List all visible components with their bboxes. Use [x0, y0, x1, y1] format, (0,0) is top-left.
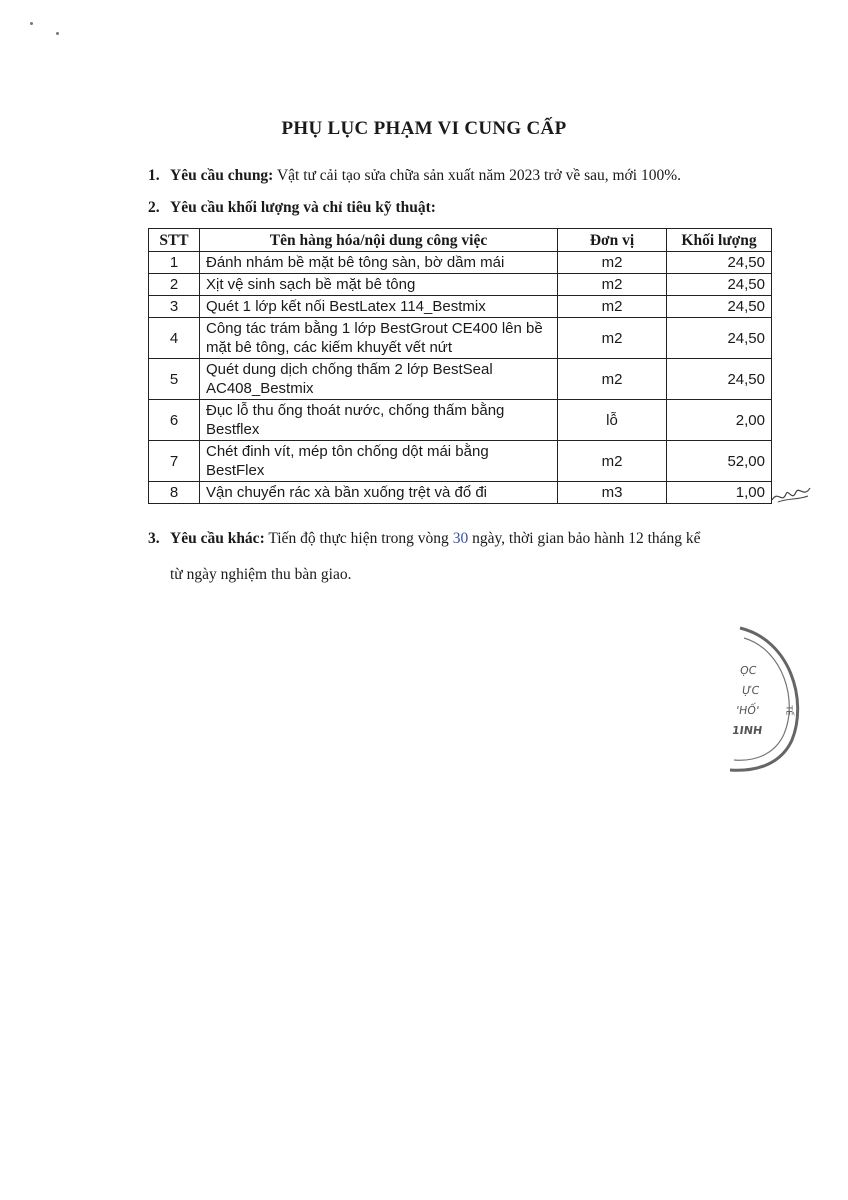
signature-initial-icon [768, 478, 814, 508]
section-text: Tiến độ thực hiện trong vòng [264, 530, 453, 547]
item-name-line: mặt bê tông, các kiếm khuyết vết nứt [206, 339, 452, 356]
row-item-name [200, 318, 558, 359]
row-stt: 3 [149, 296, 200, 318]
row-unit: m2 [558, 252, 667, 274]
table-row [149, 441, 772, 482]
stamp-fragment: 1INH [731, 724, 764, 737]
row-quantity: 24,50 [667, 296, 772, 318]
stamp-fragment: TẾ [784, 705, 794, 716]
row-quantity: 2,00 [667, 400, 772, 441]
item-name-line: Quét dung dịch chống thấm 2 lớp BestSeal [206, 361, 493, 378]
item-name-line: Bestflex [206, 421, 260, 438]
row-quantity: 24,50 [667, 359, 772, 400]
row-item-name [200, 482, 558, 504]
scope-table [148, 228, 772, 504]
row-stt: 8 [149, 482, 200, 504]
row-unit: m2 [558, 274, 667, 296]
table-row [149, 359, 772, 400]
row-stt: 1 [149, 252, 200, 274]
row-item-name [200, 359, 558, 400]
item-name-line: BestFlex [206, 462, 265, 479]
stamp-fragment: ỌC [739, 664, 758, 677]
table-row [149, 400, 772, 441]
section-label: Yêu cầu khối lượng và chỉ tiêu kỹ thuật: [170, 199, 436, 216]
row-unit: m2 [558, 359, 667, 400]
item-name-line: Công tác trám bằng 1 lớp BestGrout CE400 lên bề [206, 320, 543, 337]
header-stt: STT [149, 229, 200, 252]
scan-speck [56, 32, 59, 35]
row-quantity: 24,50 [667, 274, 772, 296]
row-quantity: 52,00 [667, 441, 772, 482]
item-name-line: AC408_Bestmix [206, 380, 314, 397]
row-quantity: 24,50 [667, 252, 772, 274]
row-item-name [200, 296, 558, 318]
row-item-name [200, 274, 558, 296]
item-name-line: Đục lỗ thu ống thoát nước, chống thấm bằng [206, 402, 505, 419]
section-label: Yêu cầu khác: [170, 530, 265, 547]
row-unit: m2 [558, 296, 667, 318]
page-title: PHỤ LỤC PHẠM VI CUNG CẤP [281, 118, 567, 139]
section-other-requirements-line2: từ ngày nghiệm thu bàn giao. [170, 566, 352, 583]
section-text: Vật tư cải tạo sửa chữa sản xuất năm 2023 trở về sau, mới 100%. [273, 167, 681, 184]
item-name-line: Xịt vệ sinh sạch bề mặt bê tông [206, 276, 416, 293]
scan-speck [30, 22, 33, 25]
company-stamp-icon [700, 620, 810, 780]
section-label: Yêu cầu chung: [170, 167, 274, 184]
row-stt: 2 [149, 274, 200, 296]
item-name-line: Vận chuyển rác xà bần xuống trệt và đổ đi [206, 484, 488, 501]
handwritten-days: 30 [452, 530, 469, 547]
row-stt: 5 [149, 359, 200, 400]
item-name-line: Đánh nhám bề mặt bê tông sàn, bờ dầm mái [206, 254, 505, 271]
table-row [149, 252, 772, 274]
section-other-requirements [148, 529, 701, 549]
row-unit: m2 [558, 441, 667, 482]
header-quantity: Khối lượng [667, 229, 772, 252]
row-unit: m2 [558, 318, 667, 359]
table-header-row [149, 229, 772, 252]
stamp-fragment: 'HỐ' [735, 704, 760, 717]
item-name-line: Chét đinh vít, mép tôn chống dột mái bằng [206, 443, 489, 460]
table-row [149, 482, 772, 504]
row-item-name [200, 400, 558, 441]
row-quantity: 1,00 [667, 482, 772, 504]
section-number: 3. [148, 530, 160, 547]
row-unit: lỗ [558, 400, 667, 441]
table-row [149, 318, 772, 359]
table-row [149, 296, 772, 318]
section-quantity-requirements [148, 198, 436, 218]
section-text-after: ngày, thời gian bảo hành 12 tháng kể [468, 530, 701, 547]
table-row [149, 274, 772, 296]
header-item-name: Tên hàng hóa/nội dung công việc [200, 229, 558, 252]
row-stt: 7 [149, 441, 200, 482]
section-number: 1. [148, 167, 160, 184]
section-number: 2. [148, 199, 160, 216]
section-general-requirements [148, 166, 681, 186]
row-item-name [200, 252, 558, 274]
row-quantity: 24,50 [667, 318, 772, 359]
row-stt: 6 [149, 400, 200, 441]
stamp-fragment: ỰC [741, 684, 761, 697]
header-unit: Đơn vị [558, 229, 667, 252]
item-name-line: Quét 1 lớp kết nối BestLatex 114_Bestmix [206, 298, 486, 315]
row-item-name [200, 441, 558, 482]
row-unit: m3 [558, 482, 667, 504]
row-stt: 4 [149, 318, 200, 359]
